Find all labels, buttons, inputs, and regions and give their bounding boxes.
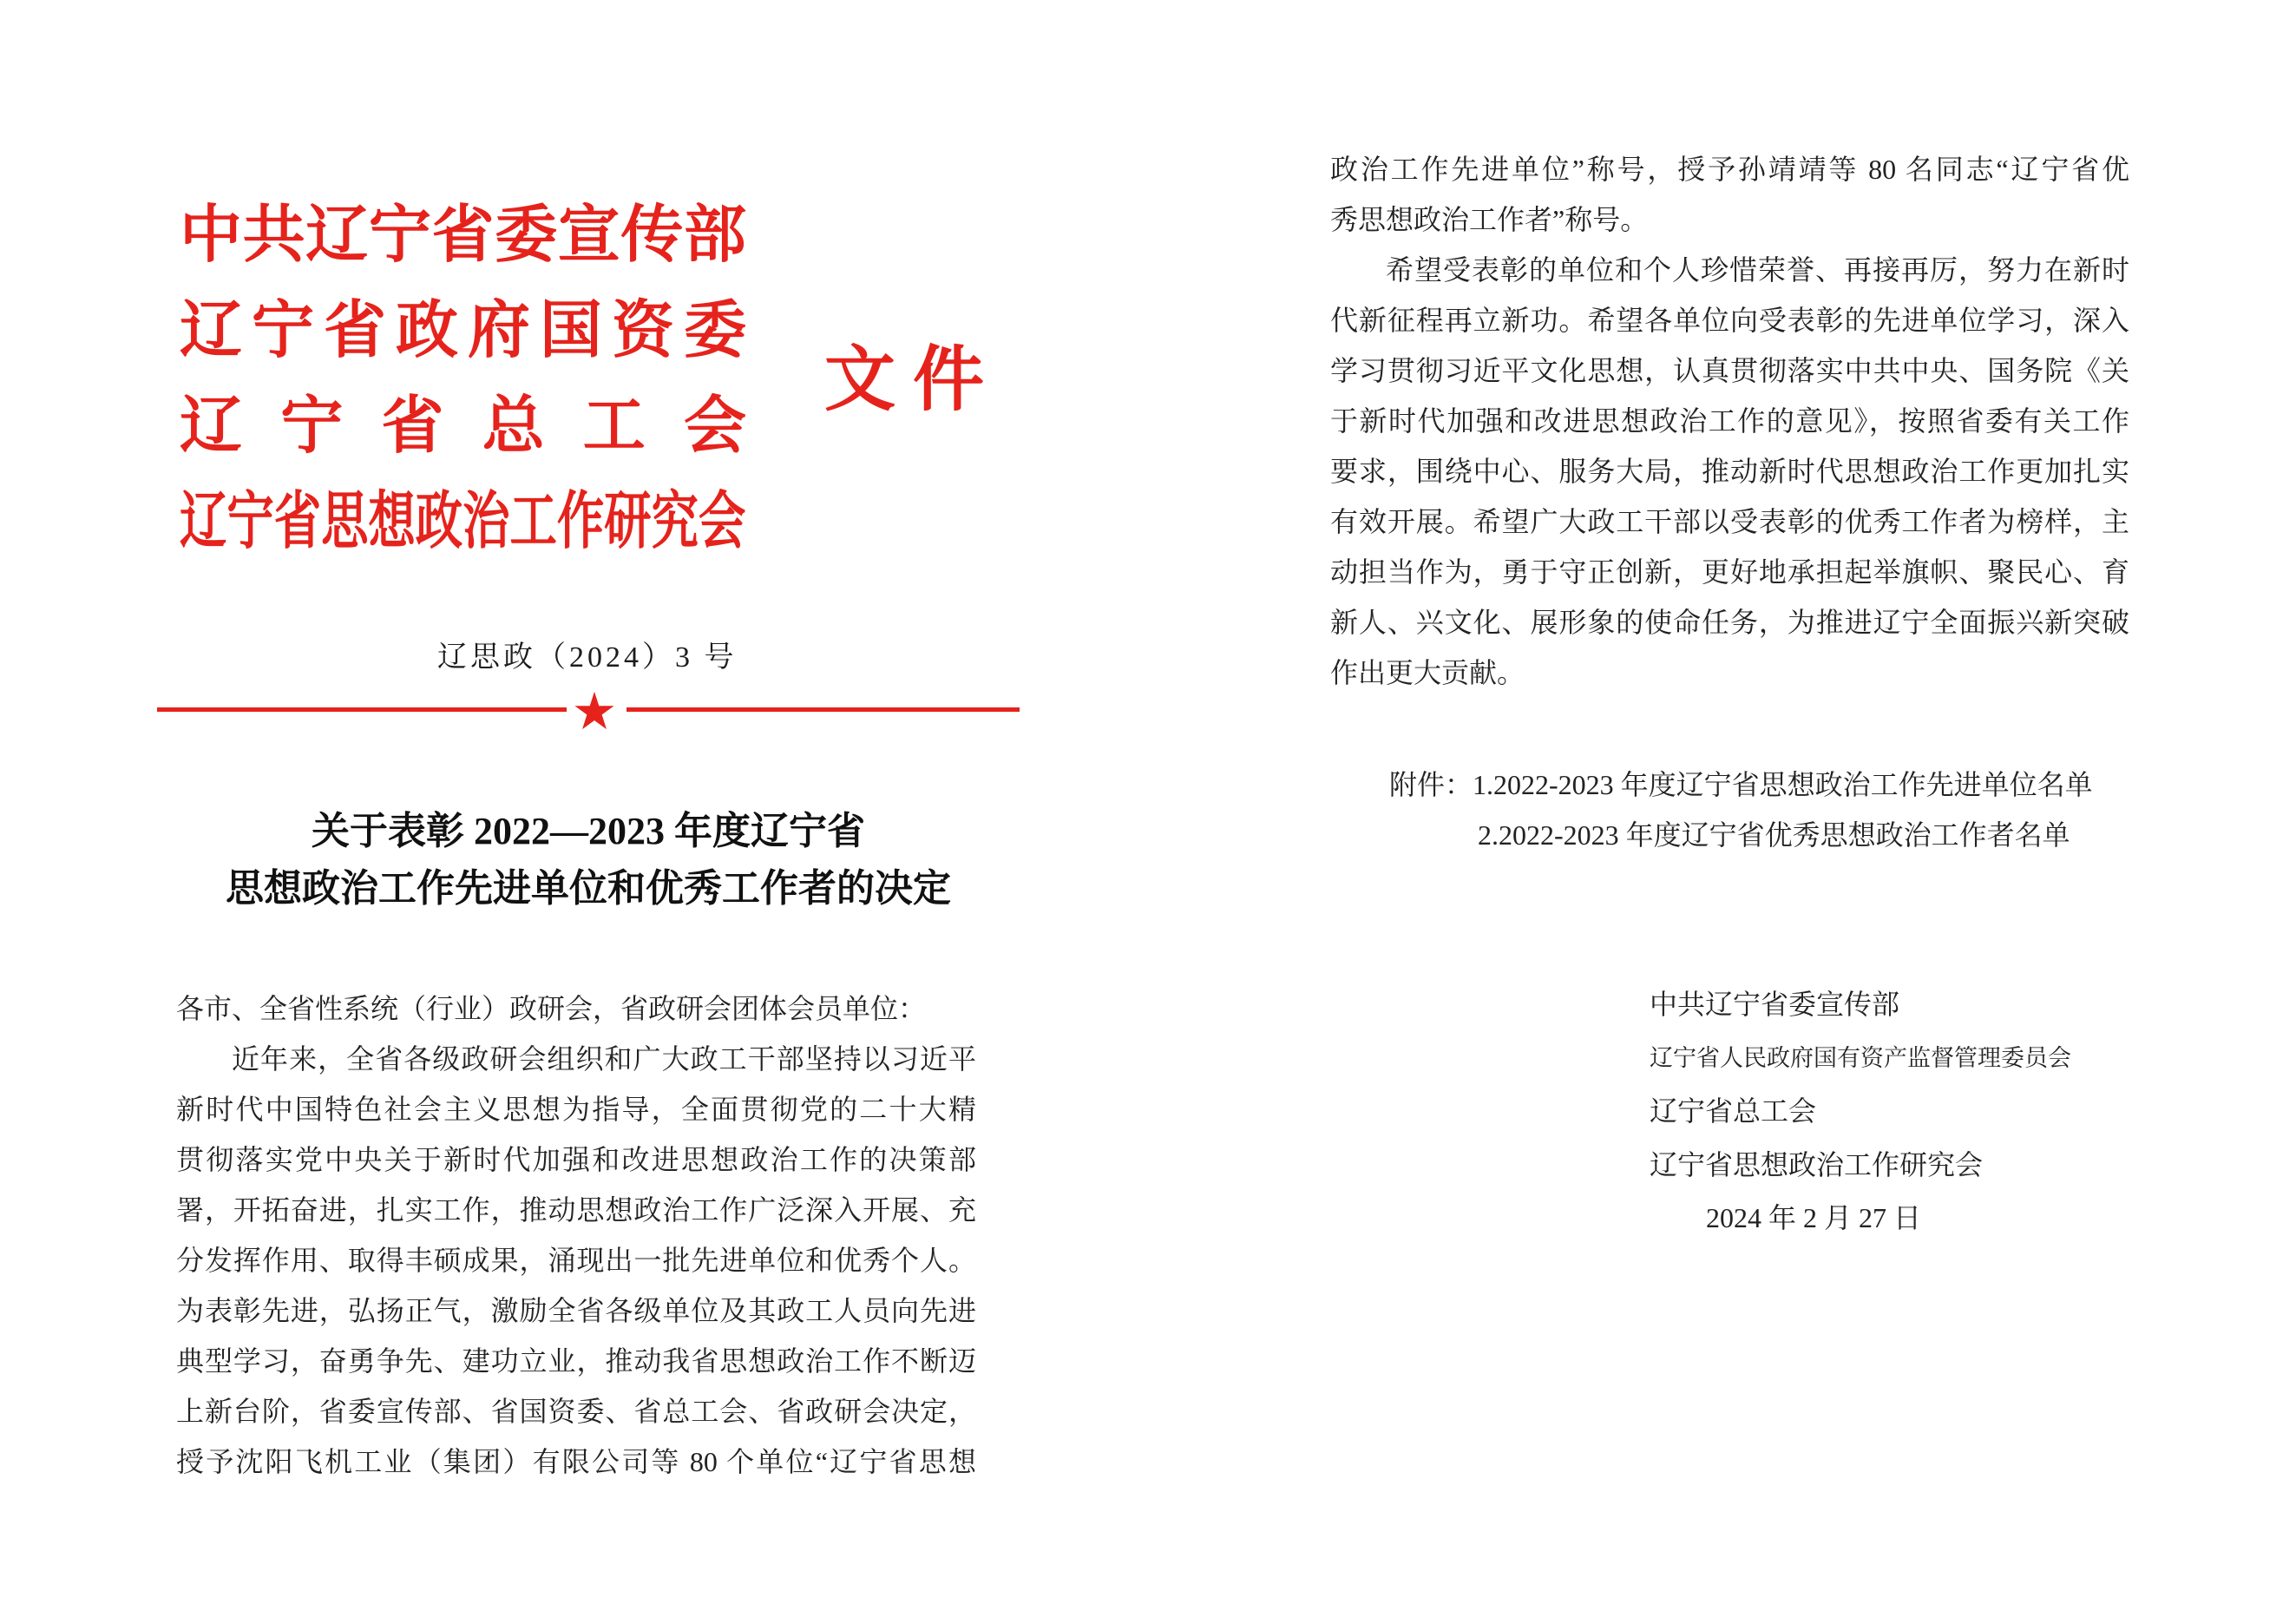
body-line: 近年来，全省各级政研会组织和广大政工干部坚持以习近平 — [232, 1043, 976, 1075]
body-line: 署，开拓奋进，扎实工作，推动思想政治工作广泛深入开展、充 — [176, 1194, 976, 1226]
body-line: 于新时代加强和改进思想政治工作的意见》，按照省委有关工作 — [1330, 405, 2129, 437]
body-line: 学习贯彻习近平文化思想，认真贯彻落实中共中央、国务院《关 — [1330, 355, 2129, 386]
org-publicity-department: 中共辽宁省委宣传部 — [180, 201, 746, 270]
attachment-line-1 — [1389, 759, 2093, 810]
issue-date: 2024 年 2 月 27 日 — [1706, 1202, 1922, 1233]
body-text-left — [176, 983, 976, 1487]
attachment-item: 2.2022-2023 年度辽宁省优秀思想政治工作者名单 — [1478, 819, 2070, 851]
title-line-1: 关于表彰 2022—2023 年度辽宁省 — [312, 810, 865, 852]
body-line: 新人、兴文化、展形象的使命任务，为推进辽宁全面振兴新突破 — [1330, 607, 2129, 638]
body-text-right — [1330, 144, 2129, 698]
body-line: 为表彰先进，弘扬正气，激励全省各级单位及其政工人员向先进 — [176, 1295, 976, 1326]
signatory: 辽宁省思想政治工作研究会 — [1650, 1148, 1984, 1180]
signatory: 辽宁省总工会 — [1650, 1095, 1817, 1127]
attachments-label: 附件： — [1389, 769, 1473, 800]
title-line-2: 思想政治工作先进单位和优秀工作者的决定 — [226, 867, 951, 910]
salutation: 各市、全省性系统（行业）政研会，省政研会团体会员单位： — [176, 993, 927, 1024]
body-line: 政治工作先进单位”称号，授予孙靖靖等 80 名同志“辽宁省优 — [1330, 154, 2129, 185]
body-line: 动担当作为，勇于守正创新，更好地承担起举旗帜、聚民心、育 — [1330, 556, 2129, 588]
org-research-association — [180, 474, 746, 569]
document-number: 辽思政（2024）3 号 — [437, 641, 738, 674]
body-line: 有效开展。希望广大政工干部以受表彰的优秀工作者为榜样，主 — [1330, 506, 2129, 537]
org-federation-of-trade-unions: 辽宁省总工会 — [180, 391, 746, 461]
body-line: 秀思想政治工作者”称号。 — [1330, 204, 1649, 235]
attachments-list — [1389, 759, 2093, 860]
red-star-icon — [574, 690, 615, 732]
org-sasac: 辽宁省政府国资委 — [180, 296, 746, 365]
body-line: 新时代中国特色社会主义思想为指导，全面贯彻党的二十大精 — [176, 1094, 976, 1125]
body-line: 分发挥作用、取得丰硕成果，涌现出一批先进单位和优秀个人。 — [176, 1245, 976, 1276]
body-line: 希望受表彰的单位和个人珍惜荣誉、再接再厉，努力在新时 — [1386, 254, 2129, 286]
body-line: 授予沈阳飞机工业（集团）有限公司等 80 个单位“辽宁省思想 — [176, 1446, 976, 1477]
red-separator-line-left — [157, 707, 567, 712]
document-label: 文件 — [824, 340, 1002, 419]
signatory: 辽宁省人民政府国有资产监督管理委员会 — [1650, 1044, 2071, 1071]
red-separator-line-right — [626, 707, 1020, 712]
document-title — [157, 803, 1020, 917]
body-line: 要求，围绕中心、服务大局，推动新时代思想政治工作更加扎实 — [1330, 456, 2129, 487]
attachment-item: 1.2022-2023 年度辽宁省思想政治工作先进单位名单 — [1473, 769, 2093, 800]
signatories-block — [1650, 978, 2071, 1246]
body-line: 贯彻落实党中央关于新时代加强和改进思想政治工作的决策部 — [176, 1144, 976, 1175]
signatory: 中共辽宁省委宣传部 — [1650, 989, 1900, 1020]
attachment-line-2 — [1389, 810, 2093, 860]
body-line: 上新台阶，省委宣传部、省国资委、省总工会、省政研会决定， — [176, 1396, 976, 1427]
body-line: 作出更大贡献。 — [1330, 657, 1525, 688]
body-line: 代新征程再立新功。希望各单位向受表彰的先进单位学习，深入 — [1330, 305, 2129, 336]
body-line: 典型学习，奋勇争先、建功立业，推动我省思想政治工作不断迈 — [176, 1345, 976, 1377]
issuing-organizations — [180, 187, 746, 569]
org-research-association-label: 辽宁省思想政治工作研究会 — [180, 487, 746, 556]
